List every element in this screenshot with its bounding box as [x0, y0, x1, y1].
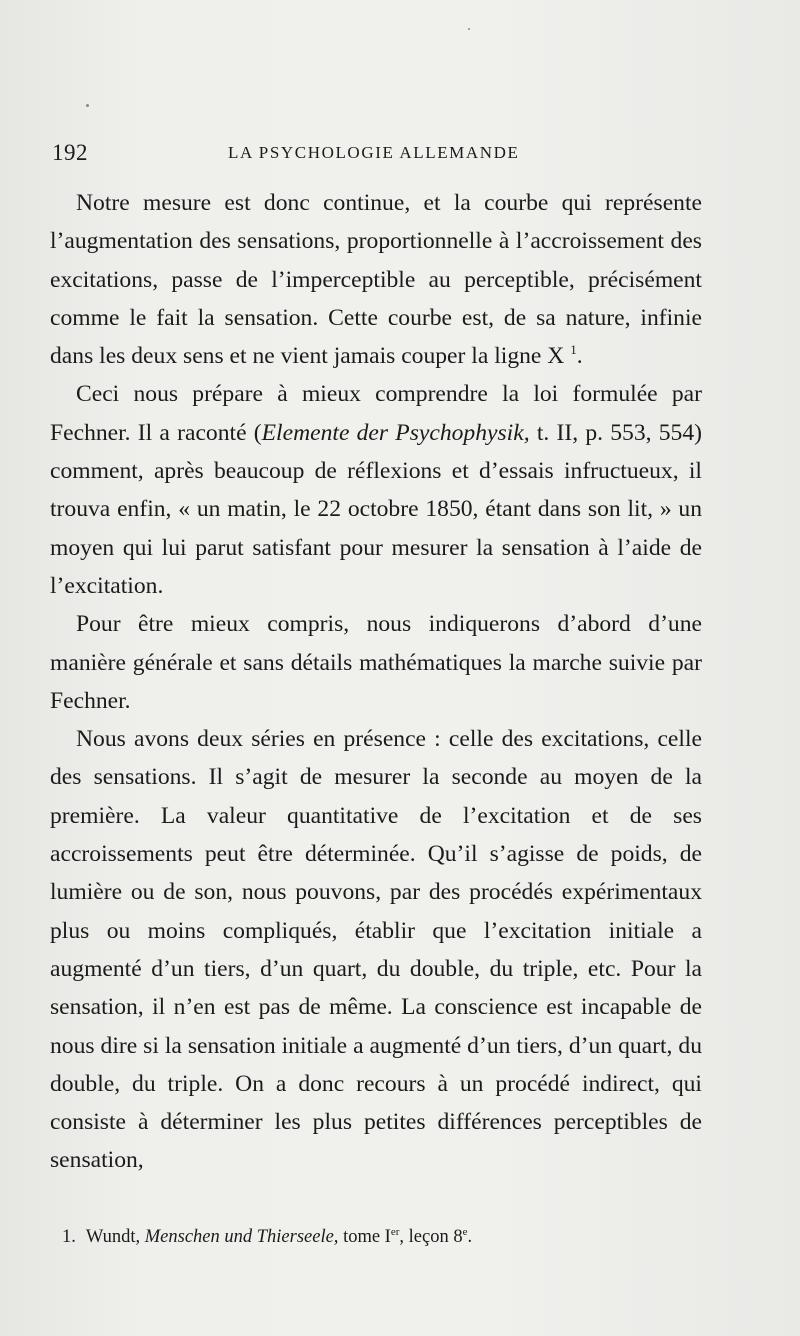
paragraph-2-text-before: Ceci nous prépare à mieux comprendre la loi formulée par Fechner. Il a raconté (: [50, 381, 702, 446]
paragraph-3: [50, 605, 702, 720]
footnote-text: tome I: [338, 1227, 391, 1247]
paragraph-4-text: Nous avons deux séries en présence : celle des excitations, celle des sensations. Il s’agit de mesurer la seconde au moyen de la première. La valeur quantitative de l’excitation et de ses accroissements peut être déterminée. Qu’il s’agisse de poids, de lumière ou de son, nous pouvons, par des procédés expérimentaux plus ou moins compliqués, établir que l’excitation initiale a augmenté d’un tiers, d’un quart, du double, du triple, etc. Pour la sensation, il n’en est pas de même. La conscience est incapable de nous dire si la sensation initiale a augmenté d’un tiers, d’un quart, du double, du triple. On a donc recours à un procédé indirect, qui consiste à déterminer les plus petites différences perceptibles de sensation,: [50, 726, 702, 1174]
paragraph-1: [50, 184, 702, 375]
footnote-title: Menschen und Thierseele,: [144, 1227, 339, 1247]
paragraph-4: [50, 720, 702, 1180]
running-head: LA PSYCHOLOGIE ALLEMANDE: [228, 143, 520, 162]
footnote: [62, 1224, 702, 1250]
footnote-number: 1.: [62, 1227, 76, 1247]
body-text: [50, 184, 702, 1180]
paragraph-3-text: Pour être mieux compris, nous indiquerons d’abord d’une manière générale et sans détails mathématiques la marche suivie par Fechner.: [50, 611, 702, 714]
book-title-citation: Elemente der Psychophysik,: [261, 419, 530, 446]
footnote-text-2: , leçon 8: [399, 1227, 463, 1247]
footnote-reference: 1: [570, 342, 577, 358]
paper-speck: [468, 28, 470, 30]
footnote-end: .: [467, 1227, 473, 1247]
footnote-superscript-er: er: [390, 1225, 400, 1238]
paper-speck: [86, 104, 89, 107]
paragraph-2-text-after: t. II, p. 553, 554) comment, après beaucoup de réflexions et d’essais infructueux, il trouva enfin, « un matin, le 22 octobre 1850, étant dans son lit, » un moyen qui lui parut satisfant pour mesurer la sensation à l’aide de l’excitation.: [50, 419, 703, 599]
footnote-superscript-e: e: [462, 1225, 468, 1238]
page-header: [52, 140, 702, 170]
footnote-author: Wundt,: [85, 1227, 141, 1247]
paragraph-1-text: Notre mesure est donc continue, et la courbe qui représente l’augmentation des sensations, proportionnelle à l’accroissement des excitations, passe de l’imperceptible au perceptible, précisément comme le fait la sensation. Cette courbe est, de sa nature, infinie dans les deux sens et ne vient jamais couper la ligne X: [50, 190, 702, 370]
page-number: 192: [52, 140, 88, 165]
paragraph-1-end: .: [576, 343, 583, 370]
paragraph-2: [50, 375, 702, 605]
